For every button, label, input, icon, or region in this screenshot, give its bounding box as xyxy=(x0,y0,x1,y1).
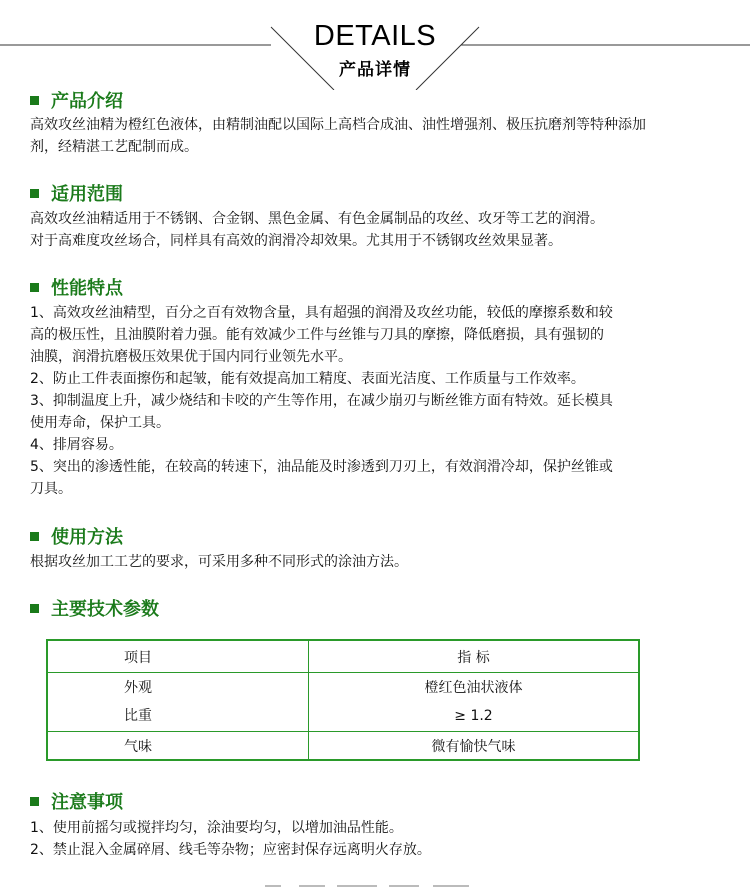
section-title-text: 适用范围 xyxy=(51,184,123,205)
section-bullet-icon xyxy=(30,189,39,198)
section-title-scope xyxy=(30,182,123,204)
section-bullet-icon xyxy=(30,283,39,292)
table-cell-values xyxy=(309,673,640,732)
body-line: 2、禁止混入金属碎屑、线毛等杂物；应密封保存远离明火存放。 xyxy=(30,842,431,858)
table-header-cell: 项目 xyxy=(47,640,309,673)
section-body-usage xyxy=(30,551,720,573)
spec-table xyxy=(46,639,640,761)
section-title-text: 产品介绍 xyxy=(51,91,123,112)
section-bullet-icon xyxy=(30,797,39,806)
table-cell-labels xyxy=(47,673,309,732)
body-line: 2、防止工件表面擦伤和起皱，能有效提高加工精度、表面光洁度、工作质量与工作效率。 xyxy=(30,371,585,387)
table-cell: ≥ 1.2 xyxy=(454,708,493,725)
table-header-row xyxy=(47,640,639,673)
body-line: 5、突出的渗透性能，在较高的转速下，油品能及时渗透到刀刃上，有效润滑冷却，保护丝锥或 xyxy=(30,459,613,475)
section-title-text: 主要技术参数 xyxy=(51,599,159,620)
table-cell: 比重 xyxy=(124,708,152,725)
section-body-intro xyxy=(30,114,720,158)
body-line: 高效攻丝油精为橙红色液体，由精制油配以国际上高档合成油、油性增强剂、极压抗磨剂等特种添加 xyxy=(30,117,646,133)
body-line: 根据攻丝加工工艺的要求，可采用多种不同形式的涂油方法。 xyxy=(30,554,408,570)
table-row xyxy=(47,732,639,761)
body-line: 4、排屑容易。 xyxy=(30,437,123,453)
section-bullet-icon xyxy=(30,604,39,613)
section-title-usage xyxy=(30,525,123,547)
body-line: 使用寿命，保护工具。 xyxy=(30,415,170,431)
section-title-text: 使用方法 xyxy=(51,527,123,548)
details-header xyxy=(0,0,750,90)
section-bullet-icon xyxy=(30,96,39,105)
table-cell: 气味 xyxy=(47,732,309,761)
bottom-cutoff-decoration xyxy=(255,884,495,888)
section-body-scope xyxy=(30,208,720,252)
section-body-notes xyxy=(30,817,720,861)
section-title-text: 注意事项 xyxy=(51,792,123,813)
body-line: 对于高难度攻丝场合，同样具有高效的润滑冷却效果。尤其用于不锈钢攻丝效果显著。 xyxy=(30,233,562,249)
body-line: 刀具。 xyxy=(30,481,72,497)
table-cell: 橙红色油状液体 xyxy=(424,680,523,697)
body-line: 高效攻丝油精适用于不锈钢、合金钢、黑色金属、有色金属制品的攻丝、攻牙等工艺的润滑。 xyxy=(30,211,604,227)
body-line: 3、抑制温度上升，减少烧结和卡咬的产生等作用，在减少崩刃与断丝锥方面有特效。延长模具 xyxy=(30,393,613,409)
body-line: 剂，经精湛工艺配制而成。 xyxy=(30,139,198,155)
section-title-text: 性能特点 xyxy=(51,278,123,299)
section-title-notes xyxy=(30,790,123,812)
section-bullet-icon xyxy=(30,532,39,541)
body-line: 高的极压性，且油膜附着力强。能有效减少工件与丝锥与刀具的摩擦，降低磨损，具有强韧的 xyxy=(30,327,604,343)
table-cell: 微有愉快气味 xyxy=(309,732,640,761)
body-line: 1、使用前摇匀或搅拌均匀，涂油要均匀，以增加油品性能。 xyxy=(30,820,403,836)
header-subtitle: 产品详情 xyxy=(339,60,411,80)
header-title: DETAILS xyxy=(313,20,437,52)
body-line: 油膜，润滑抗磨极压效果优于国内同行业领先水平。 xyxy=(30,349,352,365)
table-cell: 外观 xyxy=(124,680,152,697)
body-line: 1、高效攻丝油精型，百分之百有效物含量，具有超强的润滑及攻丝功能，较低的摩擦系数和较 xyxy=(30,305,613,321)
section-title-features xyxy=(30,276,123,298)
section-body-features xyxy=(30,302,720,500)
table-row xyxy=(47,673,639,732)
table-header-cell: 指 标 xyxy=(309,640,640,673)
section-title-specs xyxy=(30,597,159,619)
section-title-intro xyxy=(30,89,123,111)
